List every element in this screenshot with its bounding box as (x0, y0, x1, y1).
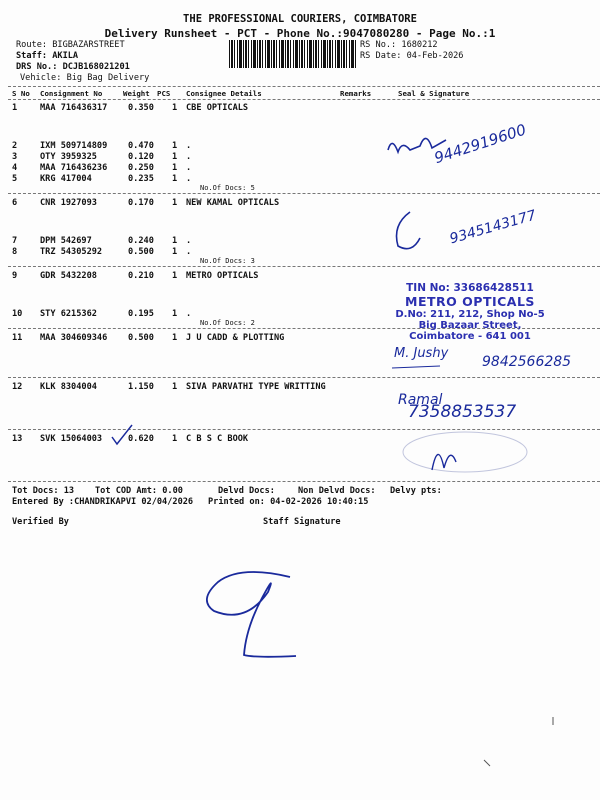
row-consignee: . (186, 163, 192, 173)
row-consignment: OTY 3959325 (40, 152, 97, 162)
handwritten-phone: 9345143177 (448, 207, 539, 248)
col-consignment: Consignment No (40, 89, 103, 98)
doc-count-note: No.Of Docs: 3 (200, 257, 255, 265)
row-consignee: SIVA PARVATHI TYPE WRITTING (186, 382, 326, 392)
paper-speck (484, 760, 490, 766)
row-sno: 6 (12, 198, 18, 208)
row-consignment: MAA 304609346 (40, 333, 108, 343)
handwritten-phone: 9842566285 (482, 354, 572, 370)
row-pcs: 1 (172, 103, 178, 113)
handwritten-name: Ramal (398, 392, 443, 408)
route-label: Route: BIGBAZARSTREET (16, 40, 125, 50)
handwritten-phone: 9442919600 (432, 120, 529, 168)
row-pcs: 1 (172, 141, 178, 151)
staff-signature-scribble (207, 572, 296, 657)
row-weight: 0.195 (128, 309, 154, 319)
row-weight: 0.350 (128, 103, 154, 113)
col-pcs: PCS (157, 89, 171, 98)
row-weight: 0.170 (128, 198, 154, 208)
row-consignment: CNR 1927093 (40, 198, 97, 208)
row-consignee: METRO OPTICALS (186, 271, 259, 281)
row-weight: 1.150 (128, 382, 154, 392)
row-consignee: . (186, 141, 192, 151)
stamp-tin: TIN No: 33686428511 (406, 282, 534, 294)
row-consignee: . (186, 152, 192, 162)
row-sno: 1 (12, 103, 18, 113)
row-sno: 2 (12, 141, 18, 151)
row-sno: 3 (12, 152, 18, 162)
row-sno: 13 (12, 434, 23, 444)
check-mark (112, 425, 132, 444)
runsheet-subtitle: Delivery Runsheet - PCT - Phone No.:9047080280 - Page No.:1 (104, 27, 496, 40)
row-consignment: GDR 5432208 (40, 271, 97, 281)
row-sno: 11 (12, 333, 23, 343)
row-sno: 4 (12, 163, 18, 173)
row-sno: 5 (12, 174, 18, 184)
total-docs: Tot Docs: 13 (12, 486, 75, 496)
signature-scribble (392, 366, 440, 368)
row-pcs: 1 (172, 247, 178, 257)
row-weight: 0.240 (128, 236, 154, 246)
row-pcs: 1 (172, 236, 178, 246)
row-consignee: J U CADD & PLOTTING (186, 333, 285, 343)
row-weight: 0.210 (128, 271, 154, 281)
col-consignee: Consignee Details (186, 89, 262, 98)
col-weight: Weight (123, 89, 150, 98)
rs-date: RS Date: 04-Feb-2026 (360, 51, 464, 61)
row-weight: 0.235 (128, 174, 154, 184)
non-delivered-docs: Non Delvd Docs: (298, 486, 376, 496)
vehicle-label: Vehicle: Big Bag Delivery (20, 73, 150, 83)
row-pcs: 1 (172, 271, 178, 281)
row-sno: 9 (12, 271, 18, 281)
row-pcs: 1 (172, 174, 178, 184)
row-consignee: . (186, 247, 192, 257)
row-consignee: CBE OPTICALS (186, 103, 249, 113)
stamp-name: METRO OPTICALS (405, 294, 535, 309)
rs-number: RS No.: 1680212 (360, 40, 438, 50)
row-sno: 7 (12, 236, 18, 246)
row-consignee: NEW KAMAL OPTICALS (186, 198, 280, 208)
row-pcs: 1 (172, 434, 178, 444)
doc-count-note: No.Of Docs: 2 (200, 319, 255, 327)
row-consignment: MAA 716436236 (40, 163, 108, 173)
row-weight: 0.500 (128, 333, 154, 343)
row-consignee: . (186, 236, 192, 246)
row-consignment: KLK 8304004 (40, 382, 97, 392)
row-weight: 0.620 (128, 434, 154, 444)
row-pcs: 1 (172, 152, 178, 162)
printed-on: Printed on: 04-02-2026 10:40:15 (208, 497, 369, 507)
company-title: THE PROFESSIONAL COURIERS, COIMBATORE (183, 13, 417, 25)
row-consignment: SVK 15064003 (40, 434, 103, 444)
row-pcs: 1 (172, 198, 178, 208)
row-consignee: C B S C BOOK (186, 434, 249, 444)
verified-by-label: Verified By (12, 517, 69, 527)
row-consignment: STY 6215362 (40, 309, 97, 319)
shop-stamp (380, 282, 560, 342)
delivery-points: Delvy pts: (390, 486, 442, 496)
delivered-docs: Delvd Docs: (218, 486, 275, 496)
row-consignment: IXM 509714809 (40, 141, 108, 151)
col-seal-signature: Seal & Signature (398, 89, 470, 98)
handwritten-name: M. Jushy (394, 346, 449, 361)
staff-signature-label: Staff Signature (263, 517, 341, 527)
handwritten-phone: 7358853537 (408, 402, 517, 422)
signature-scribble (397, 212, 421, 249)
row-consignment: KRG 417004 (40, 174, 92, 184)
row-consignee: . (186, 174, 192, 184)
row-pcs: 1 (172, 333, 178, 343)
row-pcs: 1 (172, 382, 178, 392)
row-sno: 10 (12, 309, 23, 319)
stamp-address-1: D.No: 211, 212, Shop No-5 (395, 309, 545, 320)
row-pcs: 1 (172, 163, 178, 173)
row-consignment: TRZ 54305292 (40, 247, 103, 257)
staff-label: Staff: AKILA (16, 51, 79, 61)
row-pcs: 1 (172, 309, 178, 319)
row-weight: 0.470 (128, 141, 154, 151)
row-consignment: MAA 716436317 (40, 103, 108, 113)
col-remarks: Remarks (340, 89, 372, 98)
row-sno: 8 (12, 247, 18, 257)
row-consignment: DPM 542697 (40, 236, 92, 246)
drs-label: DRS No.: DCJB168021201 (16, 62, 130, 72)
row-consignee: . (186, 309, 192, 319)
entered-by: Entered By :CHANDRIKAPVI 02/04/2026 (12, 497, 194, 507)
row-weight: 0.120 (128, 152, 154, 162)
row-weight: 0.250 (128, 163, 154, 173)
total-cod: Tot COD Amt: 0.00 (95, 486, 183, 496)
row-sno: 12 (12, 382, 23, 392)
row-weight: 0.500 (128, 247, 154, 257)
doc-count-note: No.Of Docs: 5 (200, 184, 255, 192)
signature-scribble (432, 454, 456, 470)
stamp-address-2: Big Bazaar Street, (418, 320, 522, 331)
stamp-address-3: Coimbatore - 641 001 (409, 331, 531, 342)
faded-stamp (403, 432, 527, 472)
col-sno: S No (12, 89, 30, 98)
